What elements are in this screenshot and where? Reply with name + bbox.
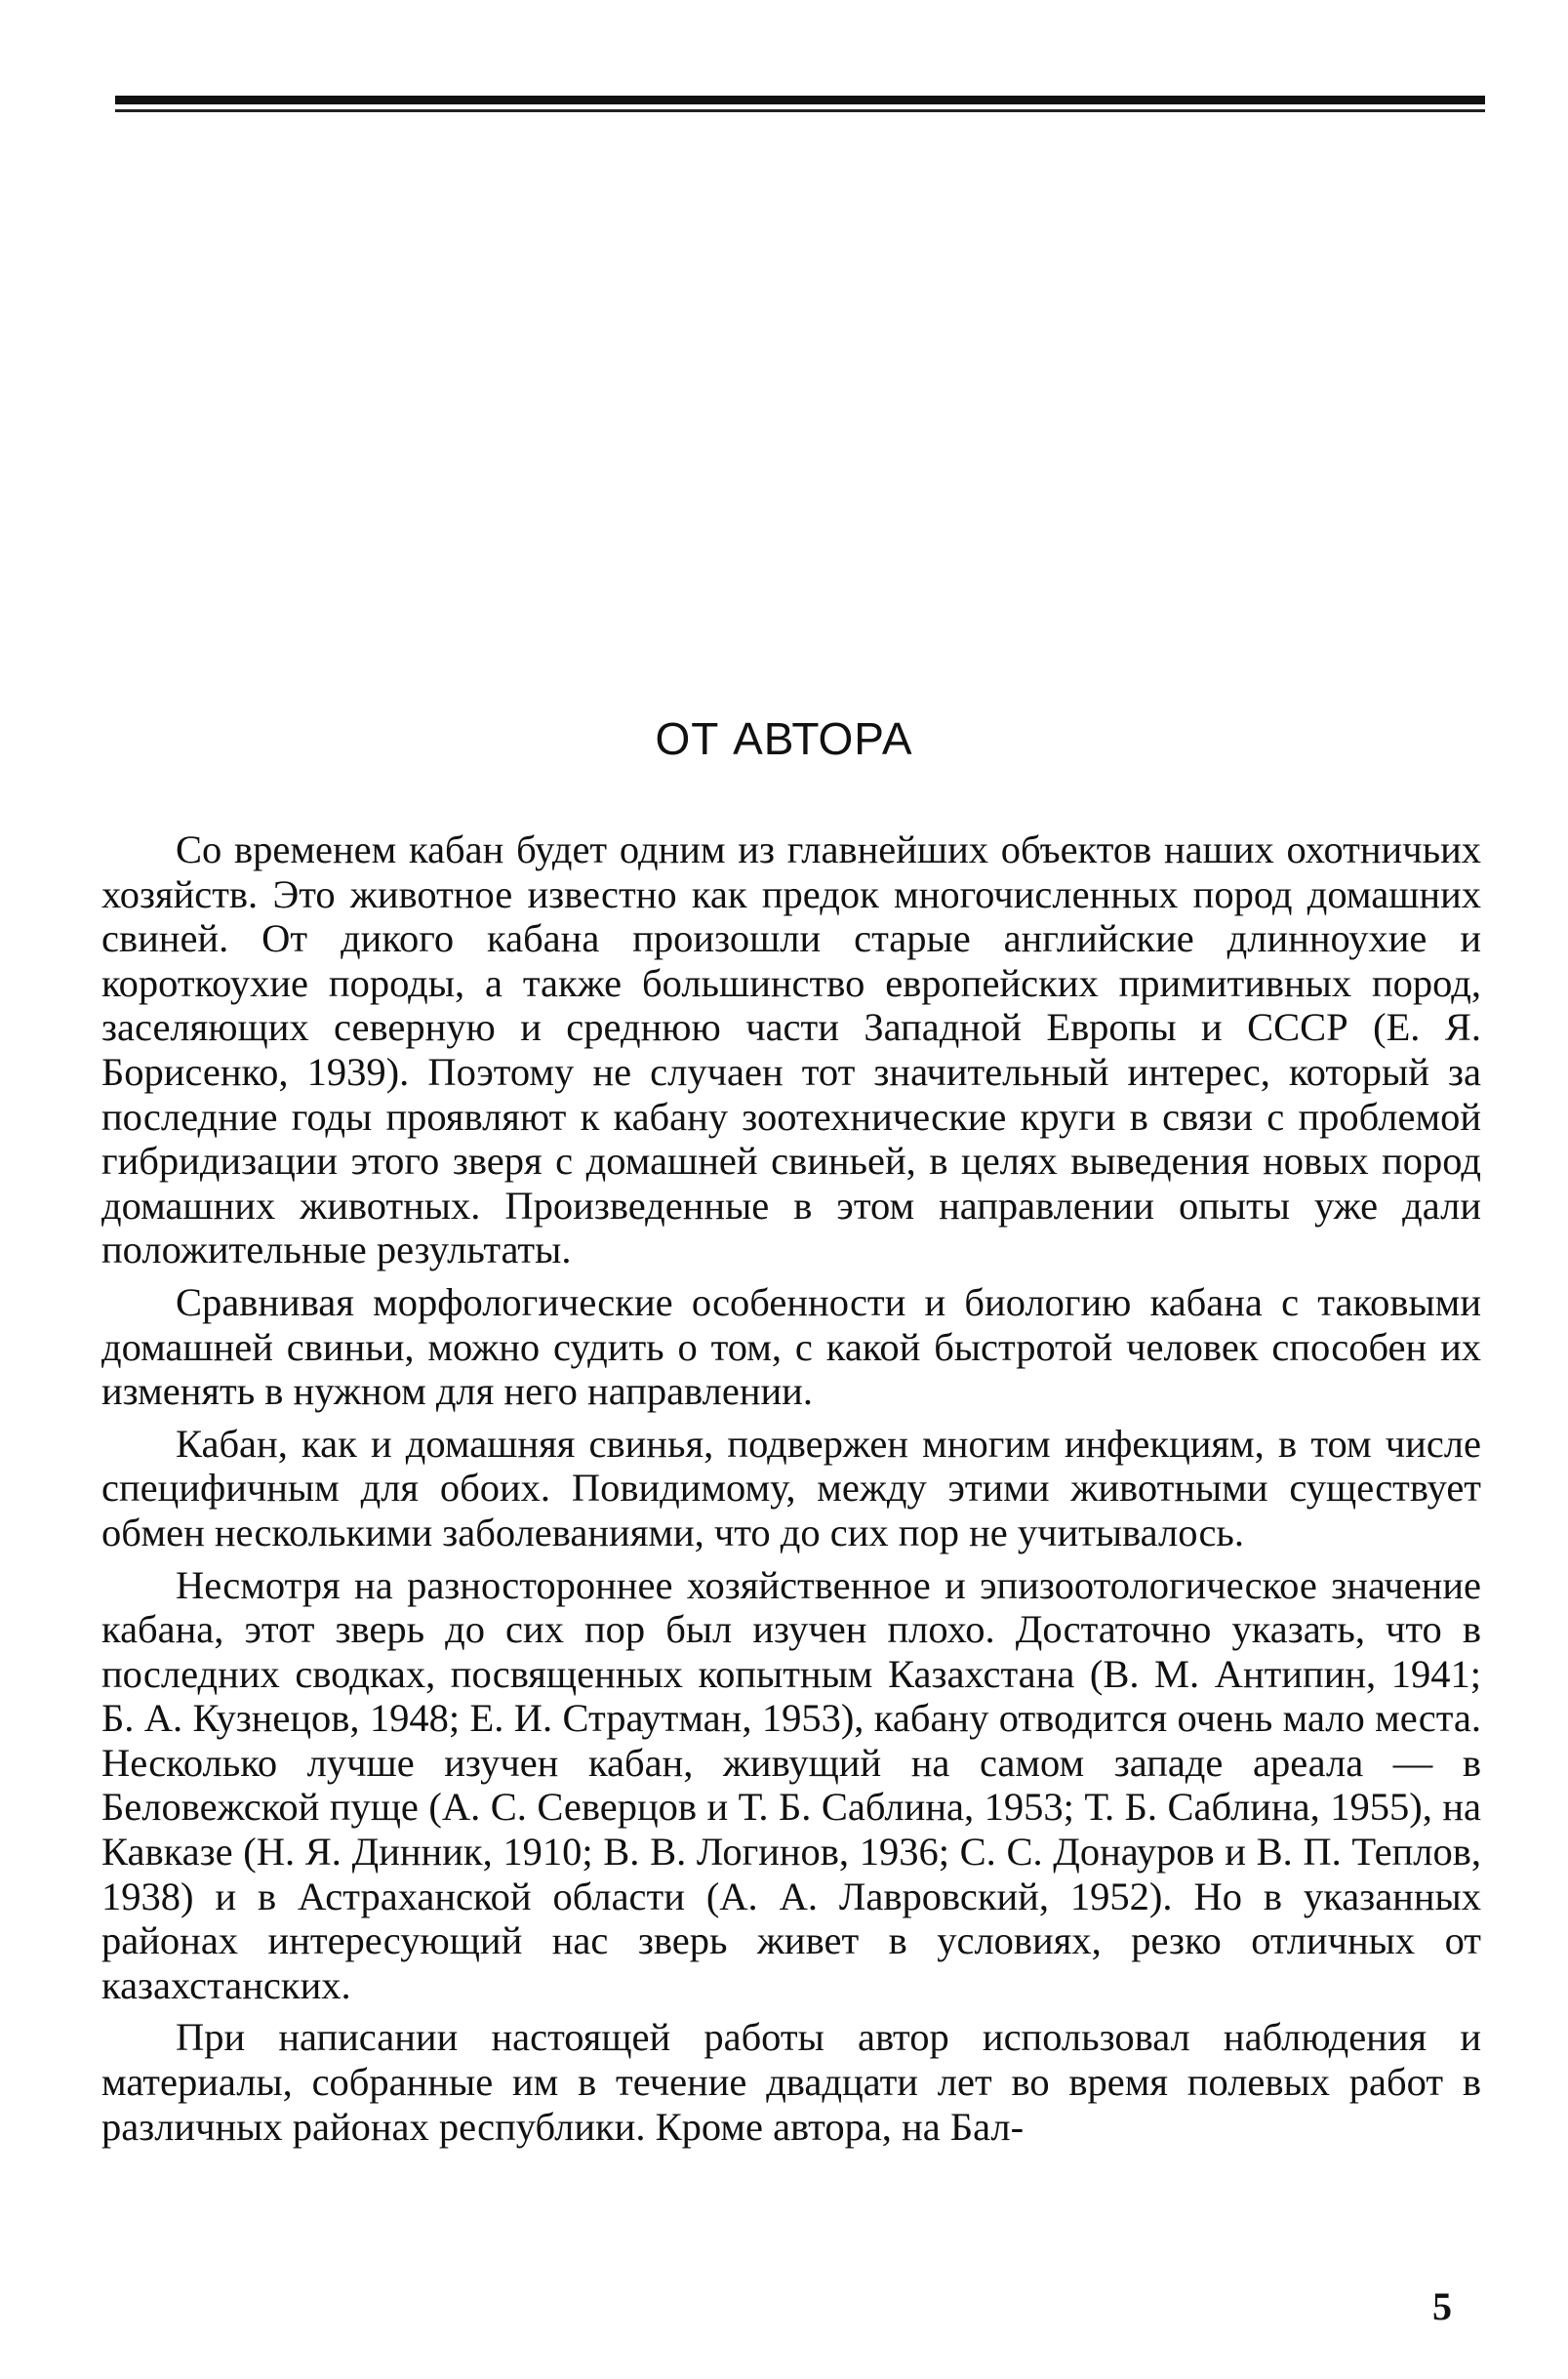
page-number: 5: [1432, 2284, 1452, 2328]
header-rule-thick: [115, 96, 1485, 104]
section-heading: ОТ АВТОРА: [655, 713, 913, 764]
paragraph-3: Кабан, как и домашняя свинья, подвержен многим инфекциям, в том числе специфичным для обоих. Повидимому, между этими животными существует обмен несколькими заболеваниями, что до сих пор не учитывалось.: [101, 1421, 1481, 1554]
header-rule-thin: [115, 109, 1485, 112]
body-text: [101, 827, 1481, 2157]
paragraph-4: Несмотря на разностороннее хозяйственное и эпизоотологическое значение кабана, этот зверь до сих пор был изучен плохо. Достаточно указать, что в последних сводках, посвященных копытным Казахстана (В. М. Антипин, 1941; Б. А. Кузнецов, 1948; Е. И. Страутман, 1953), кабану отводится очень мало места. Несколько лучше изучен кабан, живущий на самом западе ареала — в Беловежской пуще (А. С. Северцов и Т. Б. Саблина, 1953; Т. Б. Саблина, 1955), на Кавказе (Н. Я. Динник, 1910; В. В. Логинов, 1936; С. С. Донауров и В. П. Теплов, 1938) и в Астраханской области (А. А. Лавровский, 1952). Но в указанных районах интересующий нас зверь живет в условиях, резко отличных от казахстанских.: [101, 1562, 1481, 2007]
paragraph-2: Сравнивая морфологические особенности и биологию кабана с таковыми домашней свиньи, можно судить о том, с какой быстротой человек способен их изменять в нужном для него направлении.: [101, 1279, 1481, 1414]
paragraph-1: Со временем кабан будет одним из главнейших объектов наших охотничьих хозяйств. Это животное известно как предок многочисленных пород домашних свиней. От дикого кабана произошли старые английские длинноухие и короткоухие породы, а также большинство европейских примитивных пород, заселяющих северную и среднюю части Западной Европы и СССР (Е. Я. Борисенко, 1939). Поэтому не случаен тот значительный интерес, который за последние годы проявляют к кабану зоотехнические круги в связи с проблемой гибридизации этого зверя с домашней свиньей, в целях выведения новых пород домашних животных. Произведенные в этом направлении опыты уже дали положительные результаты.: [101, 827, 1481, 1272]
paragraph-5: При написании настоящей работы автор использовал наблюдения и материалы, собранные им в течение двадцати лет во время полевых работ в различных районах республики. Кроме автора, на Бал-: [101, 2015, 1481, 2149]
